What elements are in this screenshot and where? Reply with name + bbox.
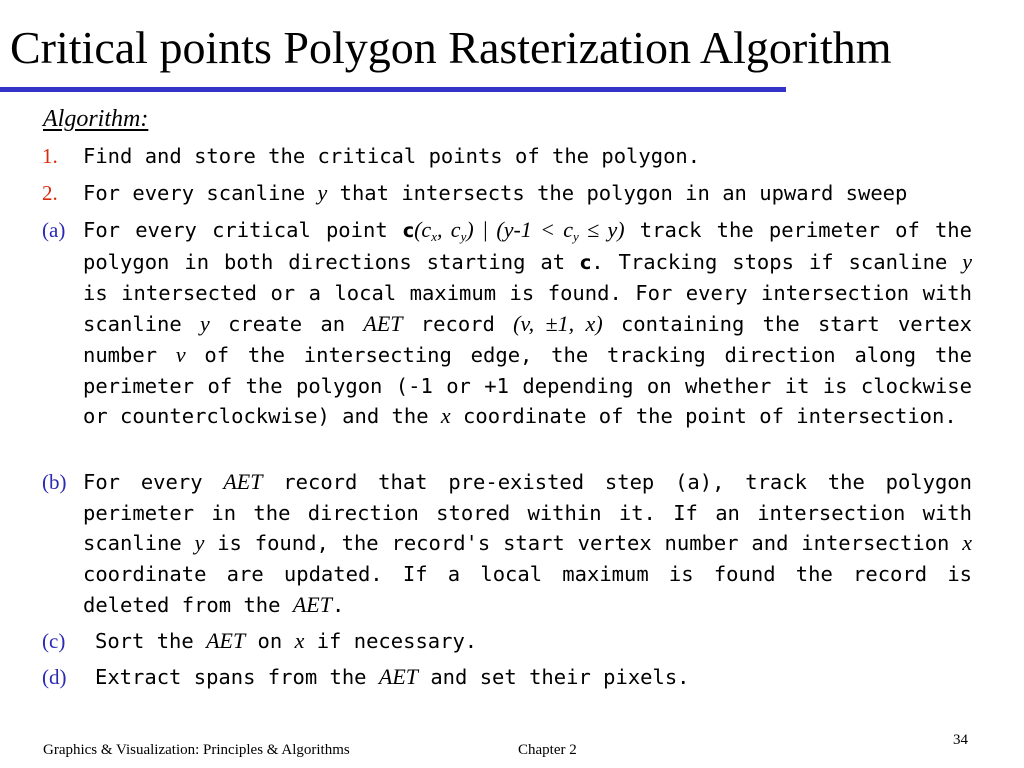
condition-math: ($c_x$, $c_y$) | $(y-1 < c_y \le y)$ <box>414 217 625 244</box>
step-a-marker: (a) <box>42 218 66 242</box>
list-item-step-b <box>42 467 972 621</box>
list-item-step-d <box>42 662 972 693</box>
step-c-marker: (c) <box>42 629 66 653</box>
critical-point-c: c <box>402 220 415 242</box>
var-y: y <box>317 180 328 205</box>
page-number: 34 <box>953 732 968 748</box>
step-d-text: Extract spans from the AET and set their pixels. <box>95 664 690 689</box>
step-b-marker: (b) <box>42 470 67 494</box>
list-item-step-c <box>42 626 972 657</box>
algorithm-heading: Algorithm: <box>43 106 149 132</box>
step-c-text: Sort the AET on x if necessary. <box>95 628 478 653</box>
list-item-step-1 <box>42 141 972 172</box>
title-underline-rule <box>0 87 786 92</box>
list-item-step-a <box>42 215 972 432</box>
step-b-text: For every AET record that pre-existed step (a), track the polygon perimeter in the direction stored within it. If an intersection with scanline y is found, the record's start vertex number and intersection x coordinate are updated. If a local maximum is found the record is deleted from the AET. <box>83 469 972 617</box>
step-a-text: For every critical point $c(c_x$, $c_y$) | $(y-1 < c_y \le y)$ track the perimeter of the polygon in both directions starting at c. Tracking stops if scanline y is intersected or a local maximum is found. For every intersection with scanline y create an AET record (v, ±1, x) containing the start vertex number v of the intersecting edge, the tracking direction along the perimeter of the polygon (-1 or +1 depending on whether it is clockwise or counterclockwise) and the x coordinate of the point of intersection. <box>83 217 972 429</box>
step-2-text: For every scanline y that intersects the polygon in an upward sweep <box>83 180 908 205</box>
slide-title: Critical points Polygon Rasterization Algorithm <box>10 22 892 73</box>
footer-chapter: Chapter 2 <box>518 742 577 758</box>
footer-book-title: Graphics & Visualization: Principles & Algorithms <box>43 742 350 758</box>
list-item-step-2 <box>42 178 972 209</box>
aet-term: AET <box>363 311 403 337</box>
step-d-marker: (d) <box>42 665 67 689</box>
step-2-marker: 2. <box>42 181 58 205</box>
step-1-marker: 1. <box>42 144 58 168</box>
step-1-text: Find and store the critical points of the polygon. <box>83 144 701 168</box>
aet-record-tuple: (v, ±1, x) <box>513 311 603 337</box>
